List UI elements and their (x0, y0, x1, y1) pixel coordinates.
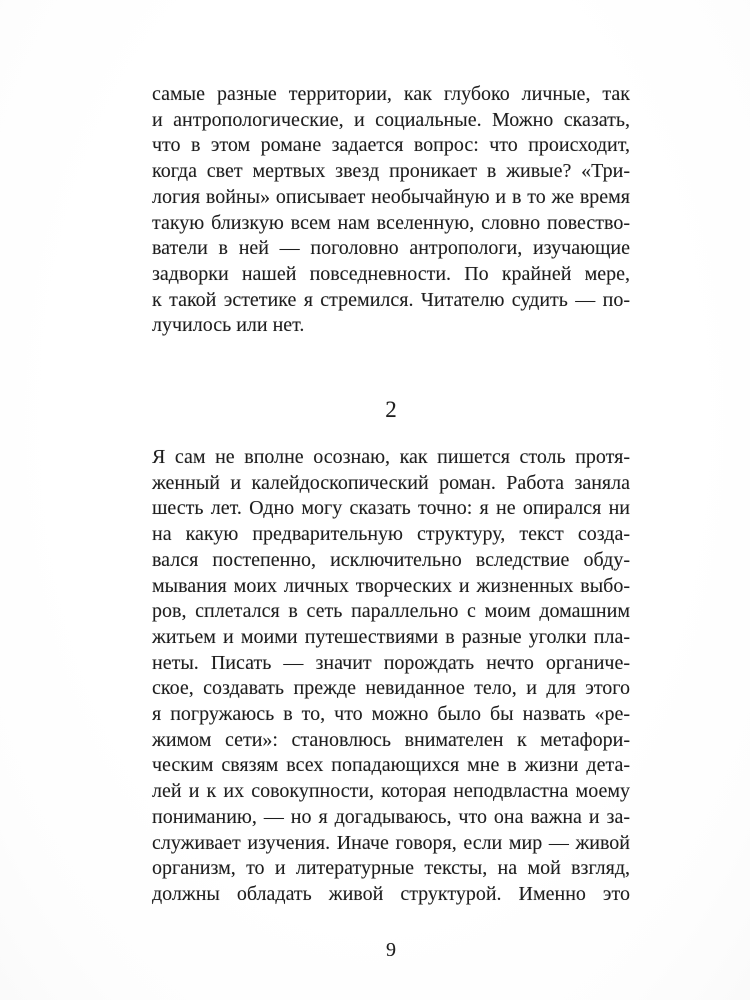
text-line: ское, создавать прежде невиданное тело, и для этого (152, 677, 630, 700)
text-line: ватели в ней — поголовно антропологи, изучающие (152, 237, 630, 260)
text-line: шесть лет. Одно могу сказать точно: я не опирался ни (152, 497, 630, 520)
text-line: должны обладать живой структурой. Именно это (152, 882, 630, 905)
text-line: задворки нашей повседневности. По крайней мере, (152, 262, 630, 285)
text-line: Я сам не вполне осознаю, как пишется столь протя- (152, 446, 630, 469)
text-line: житьем и моими путешествиями в разные уголки пла- (152, 625, 630, 648)
text-line: что в этом романе задается вопрос: что происходит, (152, 134, 630, 157)
text-line: пониманию, — но я догадываюсь, что она важна и за- (152, 805, 630, 828)
text-line: и антропологические, и социальные. Можно сказать, (152, 108, 630, 131)
text-line: организм, то и литературные тексты, на мой взгляд, (152, 857, 630, 880)
text-line: жимом сети»: становлюсь внимателен к метафори- (152, 728, 630, 751)
text-line: вался постепенно, исключительно вследствие обду- (152, 548, 630, 571)
text-line: ров, сплетался в сеть параллельно с моим домашним (152, 600, 630, 623)
text-line: женный и калейдоскопический роман. Работа заняла (152, 471, 630, 494)
text-line: логия войны» описывает необычайную и в то же время (152, 185, 630, 208)
text-line: к такой эстетике я стремился. Читателю судить — по- (152, 288, 630, 311)
body-paragraph (152, 445, 630, 908)
text-line: я погружаюсь в то, что можно было бы назвать «ре- (152, 703, 630, 726)
page-number: 9 (386, 939, 396, 961)
text-line: неты. Писать — значит порождать нечто органиче- (152, 651, 630, 674)
text-line: ческим связям всех попадающихся мне в жизни дета- (152, 754, 630, 777)
text-line: мывания моих личных творческих и жизненных выбо- (152, 574, 630, 597)
text-block (152, 82, 630, 908)
text-line: на какую предварительную структуру, текст созда- (152, 523, 630, 546)
text-line: когда свет мертвых звезд проникает в живые? «Три- (152, 160, 630, 183)
section-heading: 2 (385, 397, 397, 423)
text-line: служивает изучения. Иначе говоря, если мир — живой (152, 831, 630, 854)
text-line: лей и к их совокупности, которая неподвластна моему (152, 780, 630, 803)
text-line: самые разные территории, как глубоко личные, так (152, 83, 630, 105)
text-line: такую близкую всем нам вселенную, словно повество- (152, 211, 630, 234)
text-line: лучилось или нет. (152, 314, 305, 337)
intro-paragraph (152, 82, 630, 339)
